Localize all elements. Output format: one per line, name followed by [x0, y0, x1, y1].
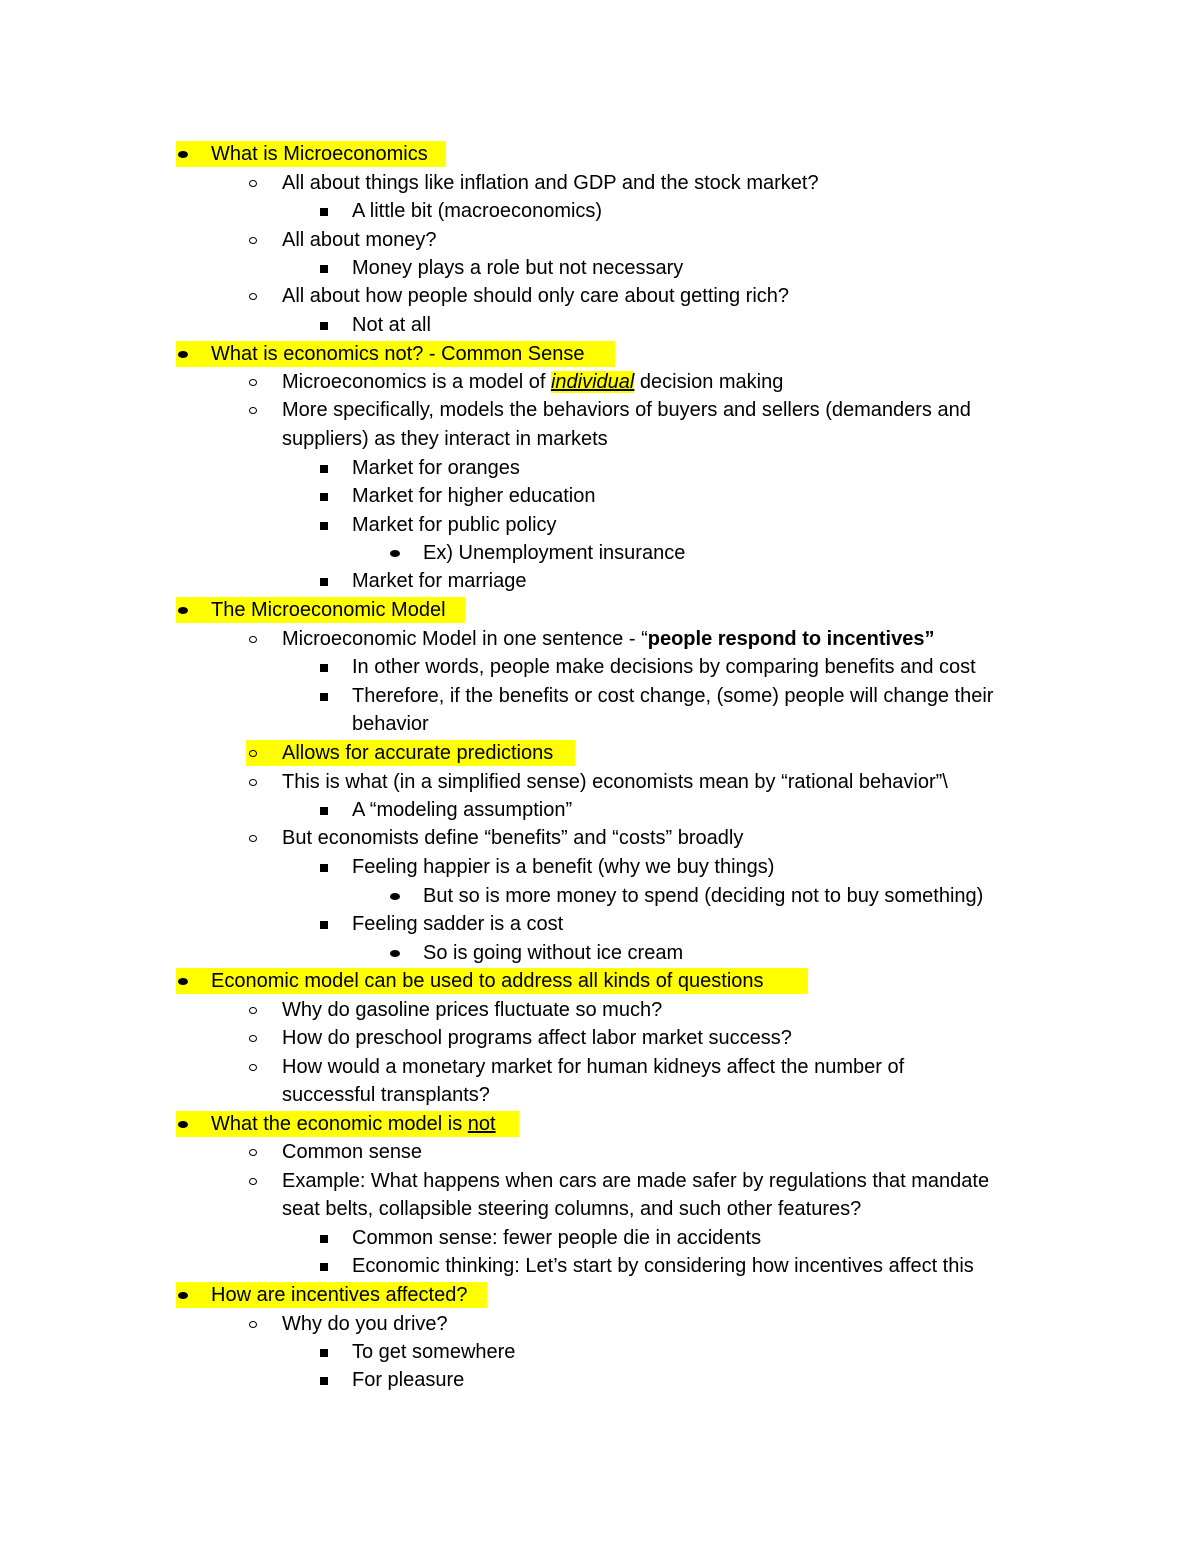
list-item-continuation: suppliers) as they interact in markets: [282, 428, 608, 450]
emphasized-word: individual: [550, 371, 635, 393]
bullet-circle: [249, 1007, 257, 1014]
bullet-square: [320, 265, 328, 273]
bullet-circle: [249, 237, 257, 244]
list-item: But so is more money to spend (deciding not to buy something): [423, 885, 984, 907]
bullet-square: [320, 921, 328, 929]
list-item: More specifically, models the behaviors of buyers and sellers (demanders and: [282, 399, 971, 421]
bullet-circle: [249, 1178, 257, 1185]
list-item: This is what (in a simplified sense) economists mean by “rational behavior”\: [282, 771, 948, 793]
list-item: Not at all: [352, 314, 431, 336]
bullet-square: [320, 1235, 328, 1243]
bullet-square: [320, 208, 328, 216]
list-item: A “modeling assumption”: [352, 799, 573, 821]
list-item: Common sense: fewer people die in accidents: [352, 1227, 762, 1249]
bullet-circle: [249, 779, 257, 786]
bold-phrase: people respond to incentives”: [647, 628, 935, 650]
heading-what-is-economics-not: What is economics not? - Common Sense: [211, 343, 585, 365]
list-item: So is going without ice cream: [423, 942, 684, 964]
bullet-disc: [390, 550, 400, 557]
text-segment: Microeconomics is a model of: [282, 371, 551, 393]
bullet-square: [320, 807, 328, 815]
text-segment: Microeconomic Model in one sentence - “: [282, 628, 648, 650]
list-item: Example: What happens when cars are made safer by regulations that mandate: [282, 1170, 990, 1192]
list-item: Allows for accurate predictions: [282, 742, 554, 764]
bullet-circle: [249, 1064, 257, 1071]
list-item: Market for marriage: [352, 570, 527, 592]
list-item: Ex) Unemployment insurance: [423, 542, 686, 564]
list-item: Common sense: [282, 1141, 423, 1163]
list-item: [282, 627, 934, 651]
list-item: All about how people should only care about getting rich?: [282, 285, 790, 307]
list-item: Why do gasoline prices fluctuate so much?: [282, 999, 663, 1021]
bullet-circle: [249, 835, 257, 842]
list-item: To get somewhere: [352, 1341, 516, 1363]
bullet-circle: [249, 379, 257, 386]
list-item: Market for higher education: [352, 485, 596, 507]
bullet-square: [320, 493, 328, 501]
bullet-circle: [249, 750, 257, 757]
heading-economic-model-questions: Economic model can be used to address all kinds of questions: [211, 970, 764, 992]
bullet-disc: [178, 1121, 188, 1128]
bullet-circle: [249, 1149, 257, 1156]
underlined-word: not: [467, 1113, 496, 1135]
bullet-square: [320, 1377, 328, 1385]
bullet-disc: [178, 1292, 188, 1299]
list-item: Market for oranges: [352, 457, 520, 479]
bullet-circle: [249, 407, 257, 414]
bullet-square: [320, 1349, 328, 1357]
bullet-square: [320, 864, 328, 872]
list-item: Money plays a role but not necessary: [352, 257, 684, 279]
bullet-square: [320, 322, 328, 330]
bullet-circle: [249, 1035, 257, 1042]
list-item-continuation: seat belts, collapsible steering columns, and such other features?: [282, 1198, 862, 1220]
bullet-disc: [390, 893, 400, 900]
list-item-continuation: behavior: [352, 713, 429, 735]
bullet-circle: [249, 636, 257, 643]
bullet-square: [320, 664, 328, 672]
bullet-square: [320, 693, 328, 701]
bullet-square: [320, 522, 328, 530]
list-item: How do preschool programs affect labor market success?: [282, 1027, 792, 1049]
bullet-disc: [178, 351, 188, 358]
heading-how-incentives-affected: How are incentives affected?: [211, 1284, 468, 1306]
list-item: Feeling sadder is a cost: [352, 913, 564, 935]
bullet-circle: [249, 1321, 257, 1328]
list-item: A little bit (macroeconomics): [352, 200, 603, 222]
bullet-disc: [178, 978, 188, 985]
list-item: But economists define “benefits” and “costs” broadly: [282, 827, 744, 849]
heading-microeconomic-model: The Microeconomic Model: [211, 599, 446, 621]
list-item-continuation: successful transplants?: [282, 1084, 490, 1106]
list-item: Why do you drive?: [282, 1313, 448, 1335]
bullet-disc: [390, 950, 400, 957]
list-item: For pleasure: [352, 1369, 465, 1391]
list-item: All about things like inflation and GDP and the stock market?: [282, 172, 819, 194]
list-item: [282, 370, 783, 394]
heading-what-is-microeconomics: What is Microeconomics: [211, 143, 428, 165]
bullet-disc: [178, 151, 188, 158]
list-item: How would a monetary market for human kidneys affect the number of: [282, 1056, 905, 1078]
list-item: In other words, people make decisions by comparing benefits and cost: [352, 656, 976, 678]
bullet-square: [320, 1263, 328, 1271]
list-item: Market for public policy: [352, 514, 557, 536]
heading-what-model-is-not: [211, 1112, 496, 1136]
bullet-square: [320, 578, 328, 586]
list-item: Feeling happier is a benefit (why we buy things): [352, 856, 775, 878]
bullet-circle: [249, 293, 257, 300]
list-item: Economic thinking: Let’s start by considering how incentives affect this: [352, 1255, 974, 1277]
bullet-disc: [178, 607, 188, 614]
bullet-square: [320, 465, 328, 473]
list-item: Therefore, if the benefits or cost change, (some) people will change their: [352, 685, 994, 707]
list-item: All about money?: [282, 229, 437, 251]
text-segment: decision making: [634, 371, 784, 393]
text-segment: What the economic model is: [211, 1113, 468, 1135]
bullet-circle: [249, 180, 257, 187]
